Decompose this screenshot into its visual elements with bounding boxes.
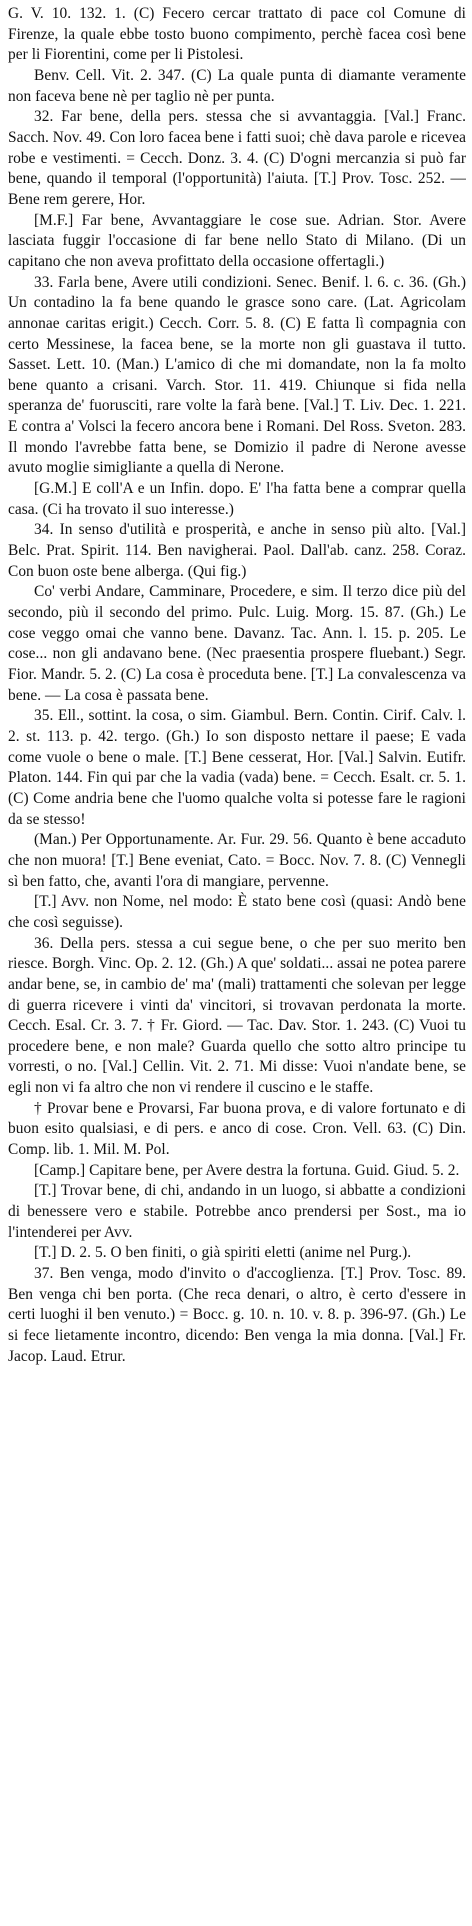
entry-paragraph: 35. Ell., sottint. la cosa, o sim. Giambul. Bern. Contin. Cirif. Calv. l. 2. st. 113. p. 42. tergo. (Gh.) Io son disposto nettare il paese; E vada come vuole o bene o male. [T.] Bene cesserat, Hor. [Val.] Salvin. Eutifr. Platon. 144. Fin qui par che la vadia (vada) bene. = Cecch. Esalt. cr. 5. 1. (C) Come andria bene che l'uomo qualche volta si potesse fare le ragioni da se stesso! — [8, 707, 466, 828]
entry-paragraph: 34. In senso d'utilità e prosperità, e anche in senso più alto. [Val.] Belc. Prat. Spirit. 114. Ben navigherai. Paol. Dall'ab. canz. 258. Coraz. Con buon oste bene alberga. (Qui fig.) — [8, 521, 466, 580]
entry-paragraph: [T.] D. 2. 5. O ben finiti, o già spiriti eletti (anime nel Purg.). — [34, 1244, 412, 1262]
entry-paragraph: Benv. Cell. Vit. 2. 347. (C) La quale punta di diamante veramente non faceva bene nè per taglio nè per punta. — [8, 66, 466, 105]
entry-paragraph: G. V. 10. 132. 1. (C) Fecero cercar trattato di pace col Comune di Firenze, la quale ebbe tosto buono compimento, perchè facea così bene per li Fiorentini, come per li Pistolesi. — [8, 5, 466, 64]
entry-paragraph: [T.] Avv. non Nome, nel modo: È stato bene così (quasi: Andò bene che così seguisse). — [8, 893, 466, 931]
entry-paragraph: [G.M.] E coll'A e un Infin. dopo. E' l'ha fatta bene a comprar quella casa. (Ci ha trovato il suo interesse.) — [8, 480, 466, 518]
entry-paragraph: [T.] Trovar bene, di chi, andando in un luogo, si abbatte a condizioni di benessere vero e stabile. Potrebbe anco prendersi per Sost., ma io l'intenderei per Avv. — [8, 1182, 466, 1241]
entry-paragraph: (Man.) Per Opportunamente. Ar. Fur. 29. 56. Quanto è bene accaduto che non muora! [T.] Bene eveniat, Cato. = Bocc. Nov. 7. 8. (C) Vennegli sì ben fatto, che, avanti l'ora di mangiare, pervenne. — [8, 831, 466, 890]
entry-paragraph: 36. Della pers. stessa a cui segue bene, o che per suo merito ben riesce. Borgh. Vinc. Op. 2. 12. (Gh.) A que' soldati... assai ne potea parere andar bene, se, in cambio de' ma' (mali) trattamenti che solevan per legge di guerra ricevere i vinti da' vincitori, si trovavan perdonata la morte. Cecch. Esal. Cr. 3. 7. † Fr. Giord. — Tac. Dav. Stor. 1. 243. (C) Vuoi tu procedere bene, e non male? Guarda quello che sotto altro principe tu vorresti, o no. [Val.] Cellin. Vit. 2. 71. Mi disse: Vuoi n'andate bene, se egli non vi fa altro che non vi rendere il cuscino e le staffe. — [8, 934, 466, 1097]
entry-paragraph: [M.F.] Far bene, Avvantaggiare le cose sue. Adrian. Stor. Avere lasciata fuggir l'occasione di far bene nello Stato di Milano. (Di un capitano che non aveva profittato della occasione offertagli.) — [8, 211, 466, 270]
entry-paragraph: † Provar bene e Provarsi, Far buona prova, e di valore fortunato e di buon esito qualsiasi, e di pers. e anco di cose. Cron. Vell. 63. (C) Din. Comp. lib. 1. Mil. M. Pol. — [8, 1099, 466, 1159]
entry-paragraph: [Camp.] Capitare bene, per Avere destra la fortuna. Guid. Giud. 5. 2. — [34, 1161, 460, 1179]
entry-paragraph: 33. Farla bene, Avere utili condizioni. Senec. Benif. l. 6. c. 36. (Gh.) Un contadino la fa bene quando le grasce sono care. (Lat. Agricolam annonae caritas erigit.) Cecch. Corr. 5. 8. (C) E fatta lì compagnia con certo Messinese, la facea bene, se la morte non gli guastava il tutto. Sasset. Lett. 10. (Man.) L'amico di che mi domandate, non la fa molto bene quanto a crisani. Varch. Stor. 11. 419. Chiunque si fida nella speranza de' fuorusciti, rare volte la farà bene. [Val.] T. Liv. Dec. 1. 221. E contra a' Volsci la fecero ancora bene i Romani. Del Ross. Sveton. 283. Il mondo l'avrebbe fatta bene, se Domizio il padre di Nerone avesse avuto moglie simigliante a quella di Nerone. — [8, 273, 466, 477]
entry-paragraph: 32. Far bene, della pers. stessa che si avvantaggia. [Val.] Franc. Sacch. Nov. 49. Con loro facea bene i fatti suoi; chè dava parole e ricevea robe e vestimenti. = Cecch. Donz. 3. 4. (C) D'ogni mercanzia si può far bene, quando il temporal (l'opportunità) l'aiuta. [T.] Prov. Tosc. 252. — Bene rem gerere, Hor. — [8, 108, 466, 208]
entry-paragraph: Co' verbi Andare, Camminare, Procedere, e sim. Il terzo dice più del secondo, più il secondo del primo. Pulc. Luig. Morg. 15. 87. (Gh.) Le cose veggo omai che vanno bene. Davanz. Tac. Ann. l. 15. p. 205. Le cose... non gli andavano bene. (Nec praesentia prospere fluebant.) Segr. Fior. Mandr. 5. 2. (C) La cosa è proceduta bene. [T.] La convalescenza va bene. — La cosa è passata bene. — [8, 583, 466, 704]
entry-paragraph: 37. Ben venga, modo d'invito o d'accoglienza. [T.] Prov. Tosc. 89. Ben venga chi ben porta. (Che reca denari, o altro, è certo d'essere in certi luoghi il ben venuto.) = Bocc. g. 10. n. 10. v. 8. p. 396-97. (Gh.) Le si fece lietamente incontro, dicendo: Ben venga la mia donna. [Val.] Fr. Jacop. Laud. Etrur. — [8, 1265, 466, 1365]
